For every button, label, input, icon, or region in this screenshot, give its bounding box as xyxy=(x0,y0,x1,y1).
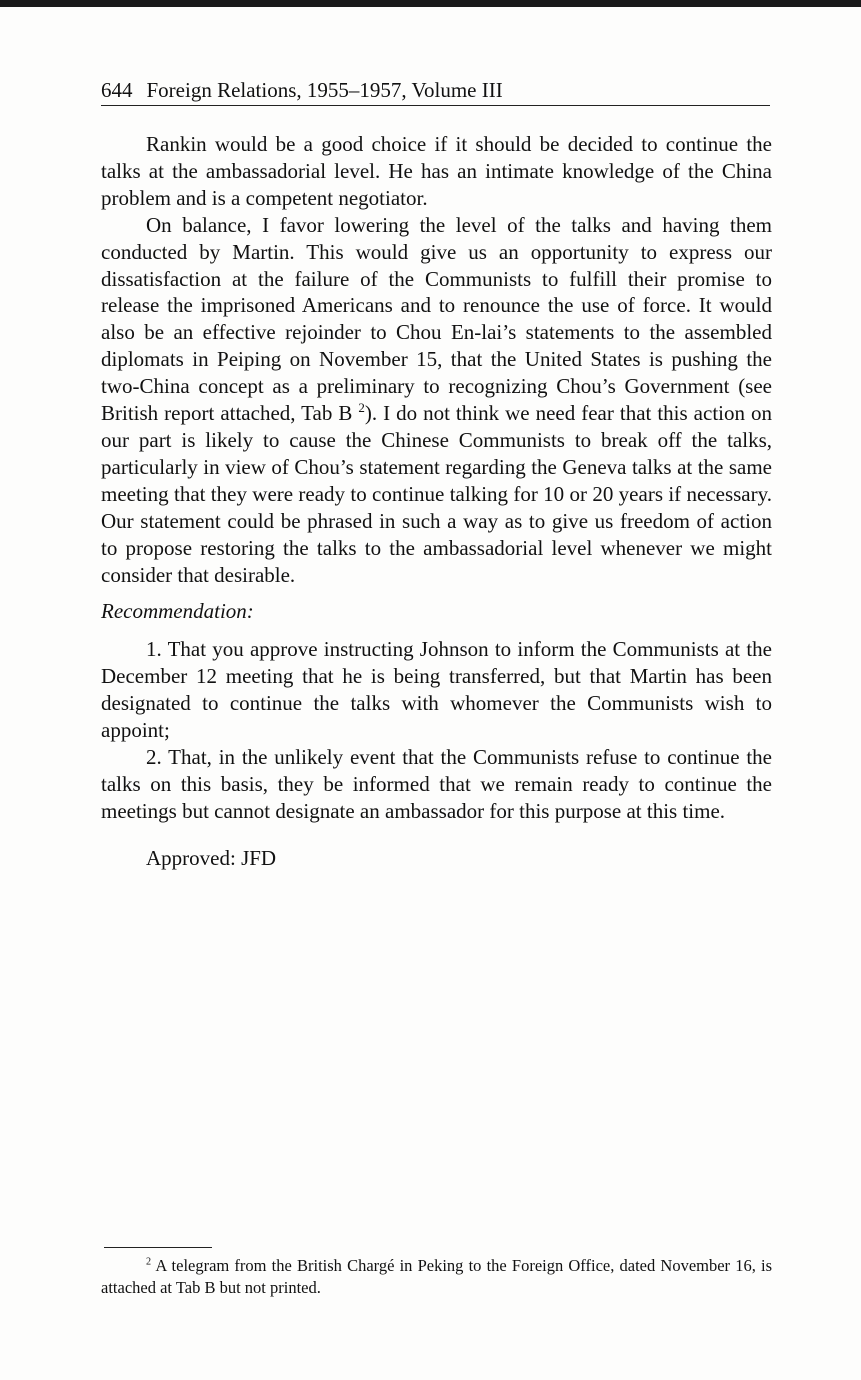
paragraph-on-balance xyxy=(101,212,772,589)
paragraph-on-balance-part2: ). I do not think we need fear that this action on our part is likely to cause the Chinese Communists to break off the talks, particularly in view of Chou’s statement regarding the Geneva talks at the same meeting that they were ready to continue talking for 10 or 20 years if necessary. Our statement could be phrased in such a way as to give us freedom of action to propose restoring the talks to the ambassadorial level whenever we might consider that desirable. xyxy=(101,401,772,587)
footnote-marker: 2 xyxy=(146,1256,152,1268)
recommendation-heading: Recommendation: xyxy=(101,599,254,624)
paragraph-rankin: Rankin would be a good choice if it should be decided to continue the talks at the ambassadorial level. He has an intimate knowledge of the China problem and is a competent negotiator. xyxy=(101,132,772,210)
paragraph-on-balance-part1: On balance, I favor lowering the level of the talks and having them conducted by Martin. This would give us an opportunity to express our dissatisfaction at the failure of the Communists to fulfill their promise to release the imprisoned Americans and to renounce the use of force. It would also be an effective rejoinder to Chou En-lai’s statements to the assembled diplomats in Peiping on November 15, that the United States is pushing the two-China concept as a preliminary to recognizing Chou’s Government (see British report attached, Tab B xyxy=(101,212,772,426)
volume-title: Foreign Relations, 1955–1957, Volume III xyxy=(146,78,503,102)
footnote-divider xyxy=(104,1247,212,1248)
page-number: 644 xyxy=(101,78,133,102)
main-text xyxy=(101,131,772,872)
scan-top-edge xyxy=(0,0,861,7)
recommendation-item-1: 1. That you approve instructing Johnson to inform the Communists at the December 12 meeting that he is being transferred, but that Martin has been designated to continue the talks with whomever the Communists wish to appoint; xyxy=(101,637,772,743)
recommendation-item-2: 2. That, in the unlikely event that the Communists refuse to continue the talks on this basis, they be informed that we remain ready to continue the meetings but cannot designate an ambassador for this purpose at this time. xyxy=(101,744,772,823)
footnote xyxy=(101,1255,772,1299)
approval-line: Approved: JFD xyxy=(146,845,277,870)
running-header xyxy=(101,76,770,106)
footnote-reference: 2 xyxy=(358,400,365,416)
footnote-text: A telegram from the British Chargé in Peking to the Foreign Office, dated November 16, is attached at Tab B but not printed. xyxy=(101,1256,773,1297)
